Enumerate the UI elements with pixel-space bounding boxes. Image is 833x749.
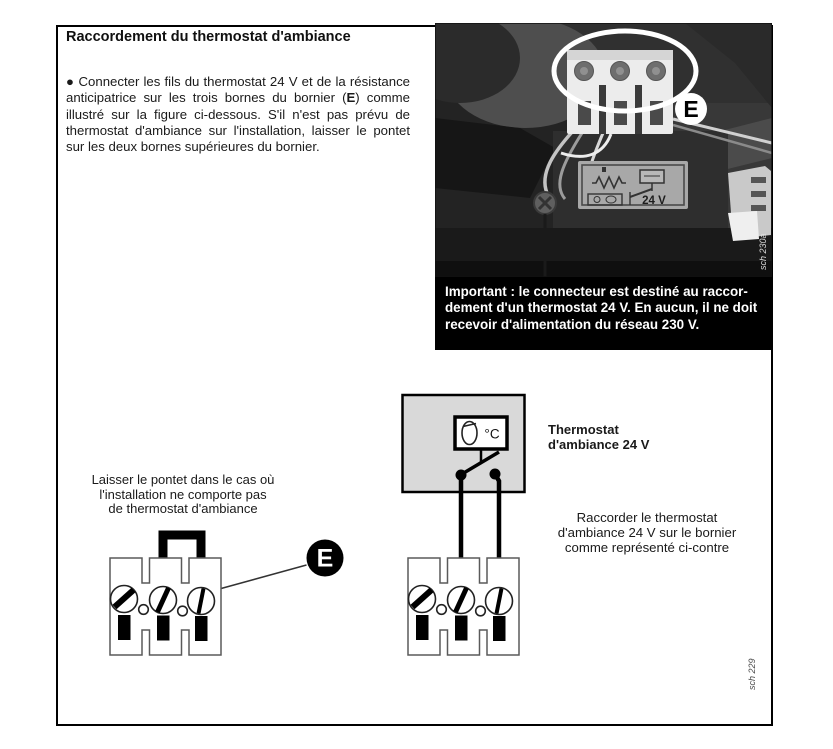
rating-plate	[578, 161, 688, 209]
wire-slot	[157, 616, 170, 641]
intro-terminal-ref: E	[346, 90, 356, 106]
terminal-block-drawing	[408, 558, 519, 655]
jumper-note-line: l'installation ne comporte pas	[99, 486, 267, 502]
photo-terminal-block	[567, 50, 673, 134]
thermostat-label-line: d'ambiance 24 V	[548, 436, 650, 452]
degrees-symbol: °C	[484, 426, 500, 442]
jumper-diagram	[90, 522, 345, 662]
jumper-note	[63, 473, 303, 517]
wire-slot	[195, 616, 208, 641]
wire-slot	[493, 616, 506, 641]
thermostat-label	[548, 423, 708, 453]
terminal-block-photo	[435, 23, 772, 277]
important-caption	[435, 277, 772, 350]
wire-slot	[455, 616, 468, 641]
photo-ref-code: sch 230a	[758, 233, 768, 270]
badge-leader-line	[212, 565, 307, 591]
caption-line: dement d'un thermostat 24 V. En aucun, il ne doit	[445, 300, 758, 316]
wire-slot	[118, 615, 131, 640]
jumper-pontet	[163, 535, 201, 558]
jumper-note-line: de thermostat d'ambiance	[108, 501, 258, 517]
intro-text-1: ● Connecter les fils du thermostat 24 V et de la résistance anticipatrice sur les trois bornes du bornier (	[66, 74, 410, 106]
thermostat-label-line: Thermostat	[548, 422, 619, 437]
connect-note-line: comme représenté ci-contre	[564, 540, 730, 556]
side-connector	[728, 166, 771, 241]
diagram-ref-code: sch 229	[747, 658, 757, 690]
connect-note-line: d'ambiance 24 V sur le bornier	[557, 525, 737, 541]
caption-line: Important : le connecteur est destiné au raccor-	[445, 284, 748, 299]
terminal-block-drawing	[110, 558, 221, 655]
intro-text-2: ) comme illustré sur la figure ci-dessous. S'il n'est pas prévu de thermostat d'ambiance sur l'installation, laisser le pontet sur les deux bornes supérieures du bornier.	[66, 90, 410, 154]
wire-slot	[416, 615, 429, 640]
connect-note-line: Raccorder le thermostat	[576, 510, 718, 525]
caption-line: recevoir d'alimentation du réseau 230 V.	[445, 316, 700, 332]
intro-paragraph	[66, 74, 410, 155]
terminal-badge-letter: E	[316, 544, 334, 573]
jumper-note-line: Laisser le pontet dans le cas où	[91, 472, 275, 487]
section-title: Raccordement du thermostat d'ambiance	[66, 29, 351, 45]
photo-terminal-badge-letter: E	[683, 96, 699, 122]
thermostat-diagram	[395, 390, 535, 670]
plate-voltage-label: 24 V	[642, 195, 666, 207]
connect-note	[528, 510, 766, 556]
